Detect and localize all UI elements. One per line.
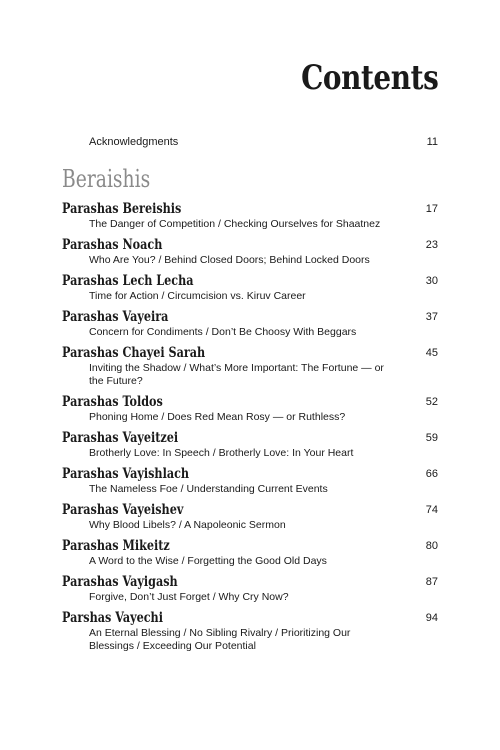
- toc-entry-title: Parashas Lech Lecha: [62, 273, 194, 289]
- table-of-contents: [62, 136, 438, 658]
- toc-entry: [62, 272, 438, 303]
- toc-entry: [62, 200, 438, 231]
- toc-entry-subtitle: Time for Action / Circumcision vs. Kiruv Career: [89, 290, 306, 302]
- section-heading: Beraishis: [62, 165, 151, 193]
- toc-entry-title: Parashas Vayeitzei: [62, 430, 179, 446]
- page-title: Contents: [300, 58, 438, 98]
- toc-entry-subtitle: Concern for Condiments / Don’t Be Choosy With Beggars: [89, 326, 357, 338]
- toc-page-number: 11: [426, 136, 438, 148]
- toc-page-number: 37: [425, 311, 438, 323]
- toc-entry-title: Parashas Bereishis: [62, 201, 182, 217]
- toc-entry-subtitle: A Word to the Wise / Forgetting the Good Old Days: [89, 555, 327, 567]
- toc-entry-subtitle: Who Are You? / Behind Closed Doors; Behind Locked Doors: [89, 254, 370, 266]
- toc-page-number: 17: [425, 203, 438, 215]
- toc-page-number: 80: [425, 540, 438, 552]
- toc-entry-subtitle: Forgive, Don’t Just Forget / Why Cry Now?: [89, 591, 289, 603]
- toc-entry-subtitle: Why Blood Libels? / A Napoleonic Sermon: [89, 519, 286, 531]
- toc-entry-title: Parashas Vayigash: [62, 574, 178, 590]
- toc-entry-subtitle: Inviting the Shadow / What’s More Important: The Fortune — or the Future?: [89, 362, 384, 387]
- toc-entry: [62, 393, 438, 424]
- toc-entry-title: Parshas Vayechi: [62, 610, 163, 626]
- toc-entry-title: Parashas Vayishlach: [62, 466, 190, 482]
- toc-entry-title: Parashas Toldos: [62, 394, 163, 410]
- toc-entry: [62, 308, 438, 339]
- toc-entry-subtitle: The Danger of Competition / Checking Ourselves for Shaatnez: [89, 218, 381, 230]
- toc-entry-title: Parashas Chayei Sarah: [62, 345, 206, 361]
- toc-page-number: 30: [425, 275, 438, 287]
- toc-entry-subtitle: Phoning Home / Does Red Mean Rosy — or Ruthless?: [89, 411, 346, 423]
- toc-entry: [62, 344, 438, 388]
- toc-entry-title: Parashas Noach: [62, 237, 163, 253]
- toc-entry: [62, 465, 438, 496]
- toc-page-number: 74: [425, 504, 438, 516]
- toc-entry: [62, 236, 438, 267]
- toc-entry-title: Parashas Vayeira: [62, 309, 169, 325]
- toc-entry-list: [62, 200, 438, 653]
- toc-entry: [62, 609, 438, 653]
- toc-entry-title: Parashas Vayeishev: [62, 502, 184, 518]
- toc-page-number: 52: [425, 396, 438, 408]
- toc-entry: [62, 537, 438, 568]
- toc-page-number: 87: [425, 576, 438, 588]
- toc-entry-title: Parashas Mikeitz: [62, 538, 170, 554]
- toc-entry: [62, 501, 438, 532]
- toc-entry-label: Acknowledgments: [89, 136, 179, 148]
- toc-page-number: 45: [425, 347, 438, 359]
- toc-entry: [62, 573, 438, 604]
- toc-page-number: 94: [425, 612, 438, 624]
- toc-page-number: 66: [425, 468, 438, 480]
- toc-entry: [62, 429, 438, 460]
- toc-entry-subtitle: An Eternal Blessing / No Sibling Rivalry / Prioritizing Our Blessings / Exceeding Our Potential: [89, 627, 351, 652]
- toc-entry-acknowledgments: [89, 136, 438, 152]
- toc-entry-subtitle: The Nameless Foe / Understanding Current Events: [89, 483, 328, 495]
- toc-page-number: 59: [425, 432, 438, 444]
- toc-entry-subtitle: Brotherly Love: In Speech / Brotherly Love: In Your Heart: [89, 447, 354, 459]
- toc-page-number: 23: [425, 239, 438, 251]
